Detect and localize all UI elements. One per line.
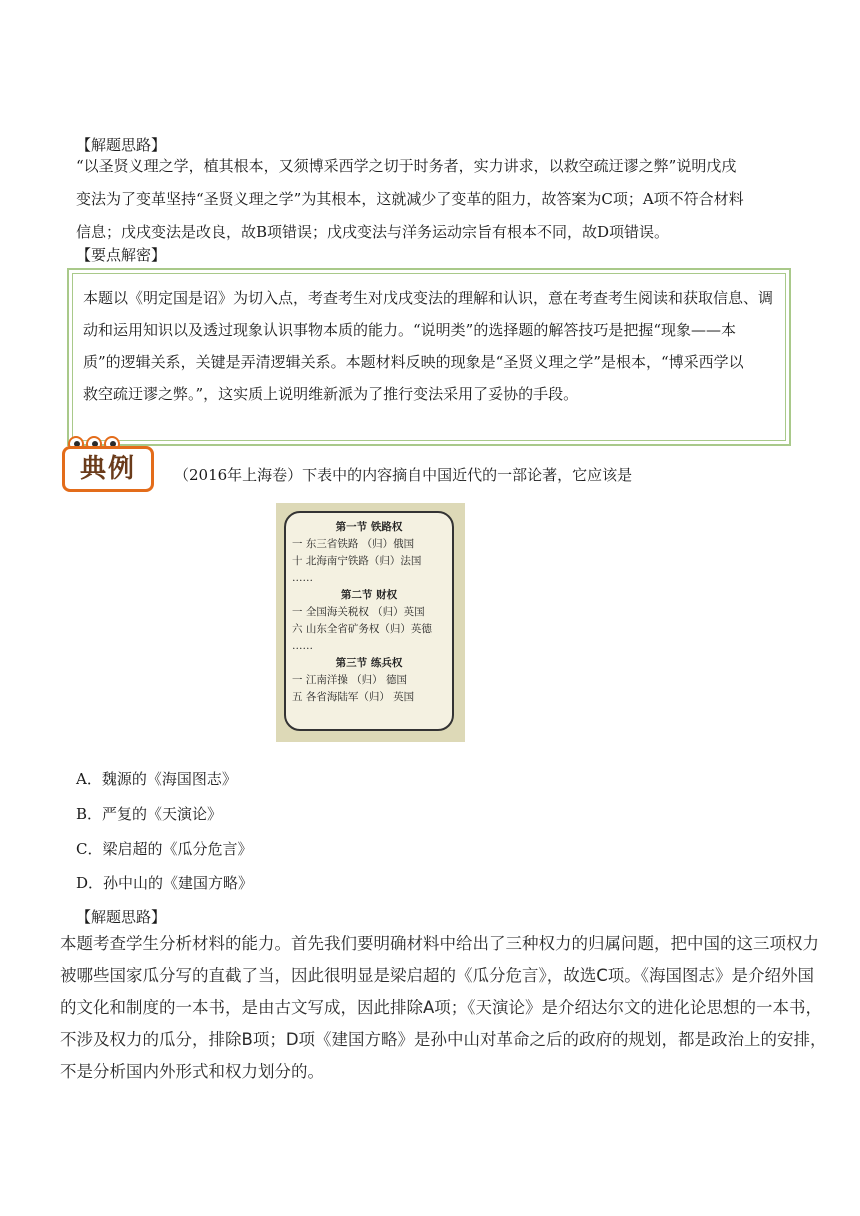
option-a: A．魏源的《海国图志》 (76, 770, 237, 788)
table-row: 一 东三省铁路 （归）俄国 (292, 538, 415, 550)
analysis-paragraph-1 (76, 150, 788, 249)
option-b: B．严复的《天演论》 (76, 805, 223, 823)
text-line: “以圣贤义理之学，植其根本，又须博采西学之切于时务者，实力讲求，以救空疏迂谬之弊”说明戊戌 (76, 157, 737, 175)
text-line: 本题考查学生分析材料的能力。首先我们要明确材料中给出了三种权力的归属问题，把中国的这三项权力 (60, 934, 819, 953)
key-points-heading: 【要点解密】 (76, 246, 167, 264)
text-line: 信息；戊戌变法是改良，故B项错误；戊戌变法与洋务运动宗旨有根本不同，故D项错误。 (76, 223, 670, 241)
example-badge (60, 436, 156, 494)
analysis-heading-2: 【解题思路】 (76, 908, 167, 926)
table-row: 六 山东全省矿务权（归）英德 (292, 623, 432, 635)
source-table-image (276, 503, 465, 742)
text-line: 不是分析国内外形式和权力划分的。 (60, 1062, 324, 1081)
example-badge-label: 典例 (62, 446, 154, 492)
table-row: …… (292, 572, 313, 584)
table-row: 十 北海南宁铁路（归）法国 (292, 555, 422, 567)
analysis-paragraph-2 (60, 928, 827, 1088)
text-line: 不涉及权力的瓜分，排除B项；D项《建国方略》是孙中山对革命之后的政府的规划，都是政治上的安排， (60, 1030, 827, 1049)
text-line: 救空疏迂谬之弊。”，这实质上说明维新派为了推行变法采用了妥协的手段。 (83, 385, 579, 403)
table-section-title: 第二节 财权 (340, 589, 398, 601)
text-line: 变法为了变革坚持“圣贤义理之学”为其根本，这就减少了变革的阻力，故答案为C项；A项不符合材料 (76, 190, 744, 208)
table-row: 五 各省海陆军（归） 英国 (292, 691, 415, 703)
question-stem: （2016年上海卷）下表中的内容摘自中国近代的一部论著，它应该是 (174, 466, 633, 484)
table-section-title: 第三节 练兵权 (335, 657, 403, 669)
table-row: 一 全国海关税权 （归）英国 (292, 606, 425, 618)
table-row: 一 江南洋操 （归） 德国 (292, 674, 408, 686)
text-line: 的文化和制度的一本书，是由古文写成，因此排除A项；《天演论》是介绍达尔文的进化论思想的一本书， (60, 998, 823, 1017)
table-row: …… (292, 640, 313, 652)
text-line: 动和运用知识以及透过现象认识事物本质的能力。“说明类”的选择题的解答技巧是把握“现象——本 (83, 321, 737, 339)
option-d: D．孙中山的《建国方略》 (76, 874, 254, 892)
text-line: 被哪些国家瓜分写的直截了当，因此很明显是梁启超的《瓜分危言》，故选C项。《海国图志》是介绍外国 (60, 966, 815, 985)
key-points-box (67, 268, 791, 446)
table-section-title: 第一节 铁路权 (335, 521, 403, 533)
text-line: 质”的逻辑关系，关键是弄清逻辑关系。本题材料反映的现象是“圣贤义理之学”是根本，“博采西学以 (83, 353, 744, 371)
text-line: 本题以《明定国是诏》为切入点，考查考生对戊戌变法的理解和认识，意在考查考生阅读和获取信息、调 (83, 289, 774, 307)
option-c: C．梁启超的《瓜分危言》 (76, 840, 253, 858)
source-table (284, 511, 454, 731)
analysis-heading-1: 【解题思路】 (76, 136, 167, 154)
key-points-text (72, 273, 786, 441)
